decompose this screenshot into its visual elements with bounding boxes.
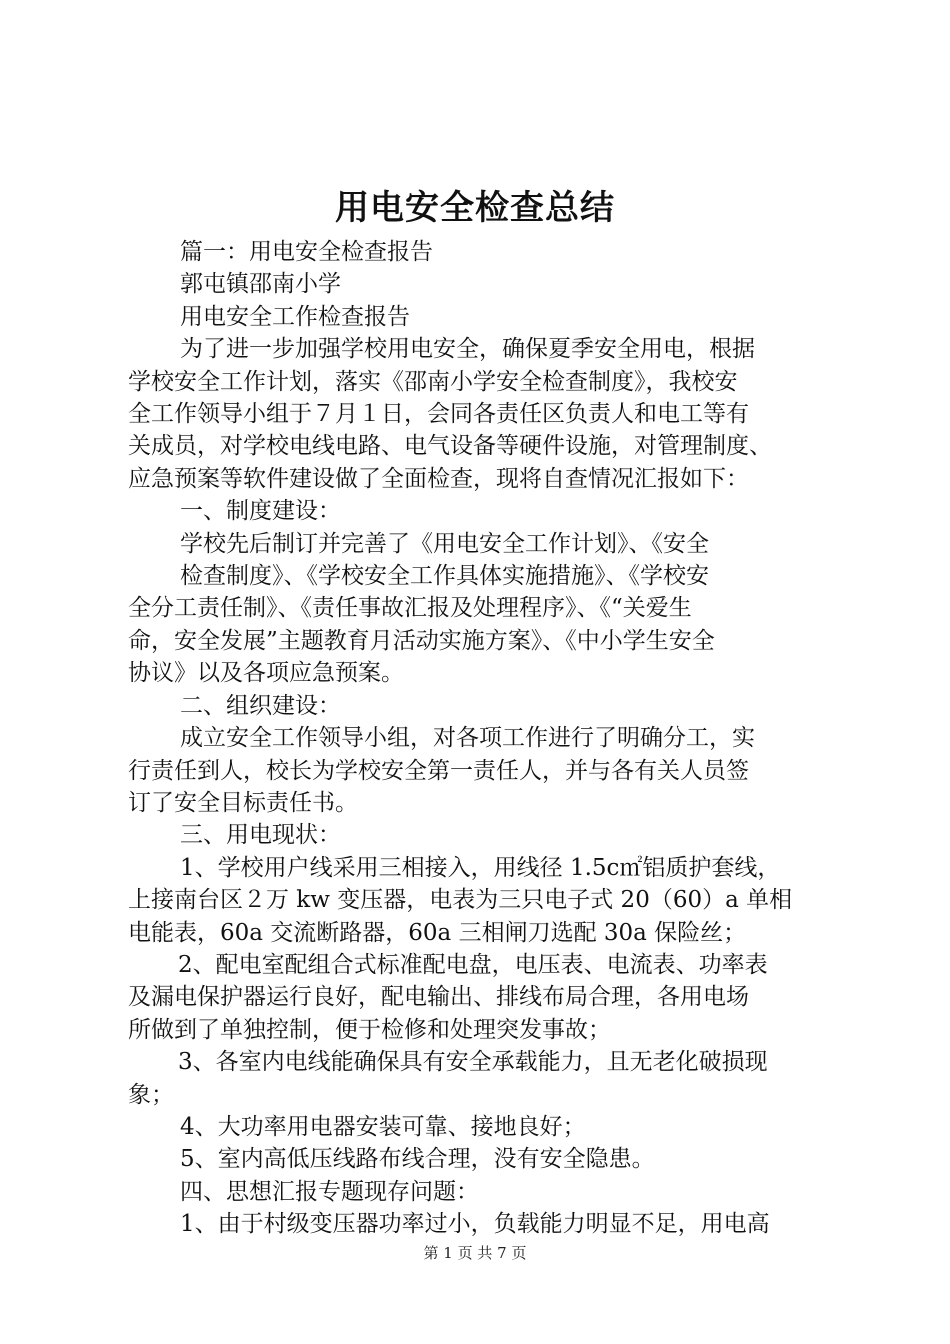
text-line: 2、配电室配组合式标准配电盘，电压表、电流表、功率表 — [178, 951, 768, 978]
text-line: 所做到了单独控制，便于检修和处理突发事故； — [128, 1016, 611, 1043]
text-line: 象； — [128, 1081, 174, 1108]
text-line: 电能表，60a 交流断路器，60a 三相闸刀选配 30a 保险丝； — [128, 919, 747, 946]
text-line: 5、室内高低压线路布线合理，没有安全隐患。 — [180, 1146, 655, 1173]
subsection-heading: 四、思想汇报专题现存问题： — [180, 1178, 479, 1205]
text-line: 应急预案等软件建设做了全面检查，现将自查情况汇报如下： — [128, 465, 749, 492]
subsection-heading: 三、用电现状： — [180, 822, 341, 849]
document-body — [128, 236, 840, 1241]
text-line: 协议》以及各项应急预案。 — [128, 660, 404, 687]
text-line: 1、由于村级变压器功率过小，负载能力明显不足，用电高 — [180, 1211, 770, 1238]
text-line: 学校安全工作计划，落实《邵南小学安全检查制度》，我校安 — [128, 368, 738, 395]
text-line: 成立安全工作领导小组，对各项工作进行了明确分工，实 — [180, 725, 755, 752]
text-line: 检查制度》、《学校安全工作具体实施措施》、《学校安 — [180, 563, 709, 590]
section-heading: 篇一：用电安全检查报告 — [180, 239, 433, 265]
text-line: 行责任到人，校长为学校安全第一责任人，并与各有关人员签 — [128, 757, 749, 784]
page-footer: 第 1 页 共 7 页 — [423, 1244, 527, 1262]
text-line: 上接南台区２万 kw 变压器，电表为三只电子式 20（60）a 单相 — [128, 887, 793, 914]
school-name: 郭屯镇邵南小学 — [180, 271, 341, 298]
text-line: 及漏电保护器运行良好，配电输出、排线布局合理，各用电场 — [128, 984, 749, 1011]
text-line: 全分工责任制》、《责任事故汇报及处理程序》、《“关爱生 — [128, 595, 692, 622]
text-line: 为了进一步加强学校用电安全，确保夏季安全用电，根据 — [180, 336, 755, 363]
document-title: 用电安全检查总结 — [335, 188, 615, 228]
text-line: 3、各室内电线能确保具有安全承载能力，且无老化破损现 — [178, 1049, 768, 1076]
report-title: 用电安全工作检查报告 — [180, 303, 410, 330]
text-line: 订了安全目标责任书。 — [128, 789, 358, 816]
text-line: 1、学校用户线采用三相接入，用线径 1.5c㎡铝质护套线， — [180, 854, 781, 881]
subsection-heading: 二、组织建设： — [180, 692, 341, 719]
subsection-heading: 一、制度建设： — [180, 498, 341, 525]
text-line: 4、大功率用电器安装可靠、接地良好； — [180, 1113, 586, 1140]
text-line: 关成员，对学校电线电路、电气设备等硬件设施，对管理制度、 — [128, 433, 772, 460]
text-line: 命，安全发展”主题教育月活动实施方案》、《中小学生安全 — [128, 627, 715, 654]
text-line: 全工作领导小组于７月１日，会同各责任区负责人和电工等有 — [128, 401, 749, 428]
text-line: 学校先后制订并完善了《用电安全工作计划》、《安全 — [180, 530, 709, 557]
